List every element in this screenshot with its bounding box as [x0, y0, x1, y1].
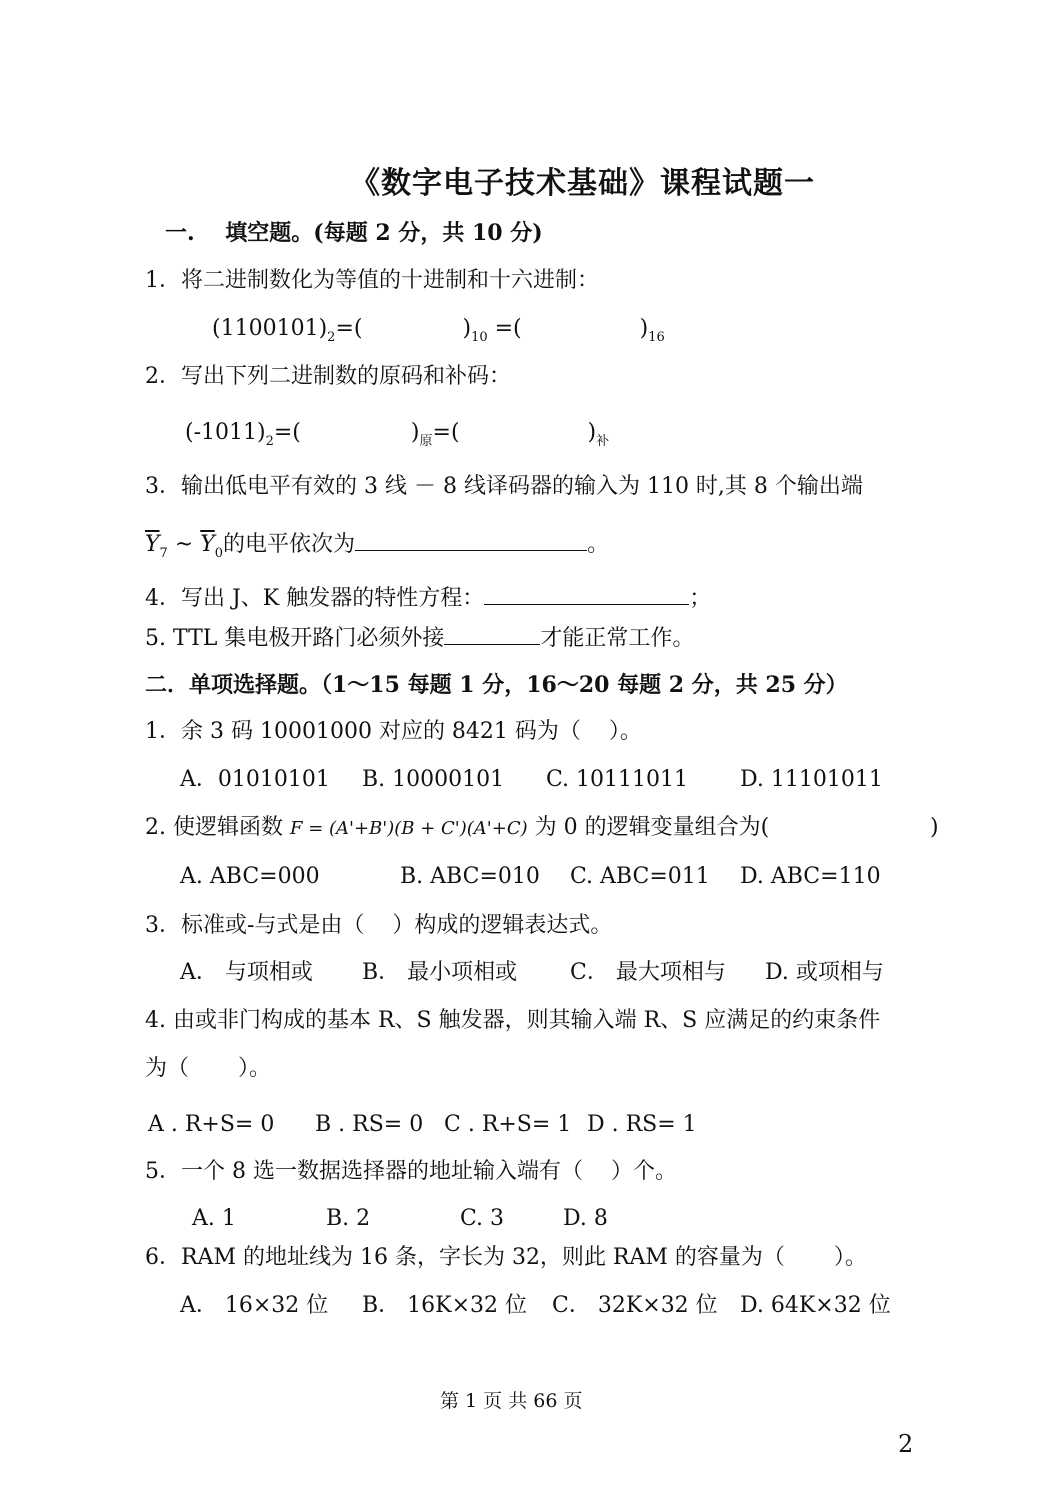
option-c[interactable]: C. ABC=011: [570, 864, 710, 889]
s1-q3-line2: $\overline{Y}_7$ ~ $\overline{Y}_0$的电平依次为 。: [145, 528, 609, 563]
option-a[interactable]: A . R+S= 0: [148, 1112, 275, 1137]
option-c[interactable]: C . R+S= 1: [444, 1112, 572, 1137]
s2-q2-close: ): [930, 815, 939, 840]
option-d[interactable]: D. 64K×32 位: [740, 1293, 891, 1318]
s2-q2-options: [0, 862, 1060, 892]
option-a[interactable]: A．01010101: [180, 767, 330, 792]
option-c[interactable]: C. 10111011: [546, 767, 689, 792]
s2-q3-options: [0, 958, 1060, 988]
section1-heading: 一. 填空题。(每题 2 分，共 10 分): [165, 220, 543, 246]
s1-q4: 4．写出 J、K 触发器的特性方程： ；: [145, 582, 711, 614]
s2-q1-options: [0, 765, 1060, 795]
s1-q2-stem: 2．写出下列二进制数的原码和补码：: [145, 364, 511, 389]
option-d[interactable]: D. 或项相与: [765, 960, 884, 985]
option-a[interactable]: A. 1: [192, 1206, 236, 1231]
s2-q1-stem: 1．余 3 码 10001000 对应的 8421 码为（ ）。: [145, 719, 642, 744]
s2-q3-stem: 3．标准或-与式是由（ ）构成的逻辑表达式。: [145, 913, 613, 938]
s1-q5: 5. TTL 集电极开路门必须外接 才能正常工作。: [145, 622, 694, 654]
option-d[interactable]: D. 11101011: [740, 767, 883, 792]
section2-heading: 二．单项选择题。（1～15 每题 1 分，16～20 每题 2 分，共 25 分）: [145, 672, 848, 698]
option-b[interactable]: B . RS= 0: [315, 1112, 424, 1137]
s1-q5-blank[interactable]: [444, 622, 540, 645]
option-d[interactable]: D. ABC=110: [740, 864, 881, 889]
s1-q3-stem: 3．输出低电平有效的 3 线 － 8 线译码器的输入为 110 时,其 8 个输出端: [145, 474, 863, 499]
option-d[interactable]: D. 8: [563, 1206, 608, 1231]
s2-q4-stem2: 为（ ）。: [145, 1056, 271, 1081]
option-c[interactable]: C． 32K×32 位: [552, 1293, 718, 1318]
s2-q4-options: [0, 1110, 1060, 1140]
option-b[interactable]: B． 16K×32 位: [362, 1293, 528, 1318]
option-a[interactable]: A． 16×32 位: [180, 1293, 329, 1318]
s1-q2-expression: $(-1011)_2=$( )$_原=$( )$_补$: [185, 420, 610, 449]
s2-q5-stem: 5．一个 8 选一数据选择器的地址输入端有（ ）个。: [145, 1159, 677, 1184]
option-a[interactable]: A． 与项相或: [180, 960, 313, 985]
option-b[interactable]: B． 最小项相或: [362, 960, 518, 985]
option-c[interactable]: C. 3: [460, 1206, 505, 1231]
s2-q2-stem: 2. 使逻辑函数 F = (A'+B')(B + C')(A'+C) 为 0 的逻辑变量组合为(: [145, 815, 770, 840]
s1-q1-expression: $(1100101)_2=$( )$_{10}$ =( )$_{16}$: [212, 316, 665, 345]
s2-q6-options: [0, 1291, 1060, 1321]
s2-q5-options: [0, 1204, 1060, 1234]
s2-q4-stem: 4. 由或非门构成的基本 R、S 触发器，则其输入端 R、S 应满足的约束条件: [145, 1008, 881, 1033]
option-c[interactable]: C． 最大项相与: [570, 960, 726, 985]
option-b[interactable]: B. 2: [326, 1206, 371, 1231]
s1-q1-stem: 1．将二进制数化为等值的十进制和十六进制：: [145, 268, 599, 293]
logic-formula: F = (A'+B')(B + C')(A'+C): [289, 818, 528, 839]
page-title: 《数字电子技术基础》课程试题一: [350, 166, 815, 201]
s2-q6-stem: 6．RAM 的地址线为 16 条，字长为 32，则此 RAM 的容量为（ ）。: [145, 1245, 867, 1270]
option-d[interactable]: D . RS= 1: [587, 1112, 697, 1137]
s1-q4-blank[interactable]: [484, 582, 689, 605]
option-a[interactable]: A. ABC=000: [180, 864, 320, 889]
option-b[interactable]: B. 10000101: [362, 767, 505, 792]
s1-q3-blank[interactable]: [355, 528, 587, 551]
page-number: 2: [898, 1430, 914, 1458]
page-footer: 第 1 页 共 66 页: [440, 1390, 583, 1412]
option-b[interactable]: B. ABC=010: [400, 864, 540, 889]
